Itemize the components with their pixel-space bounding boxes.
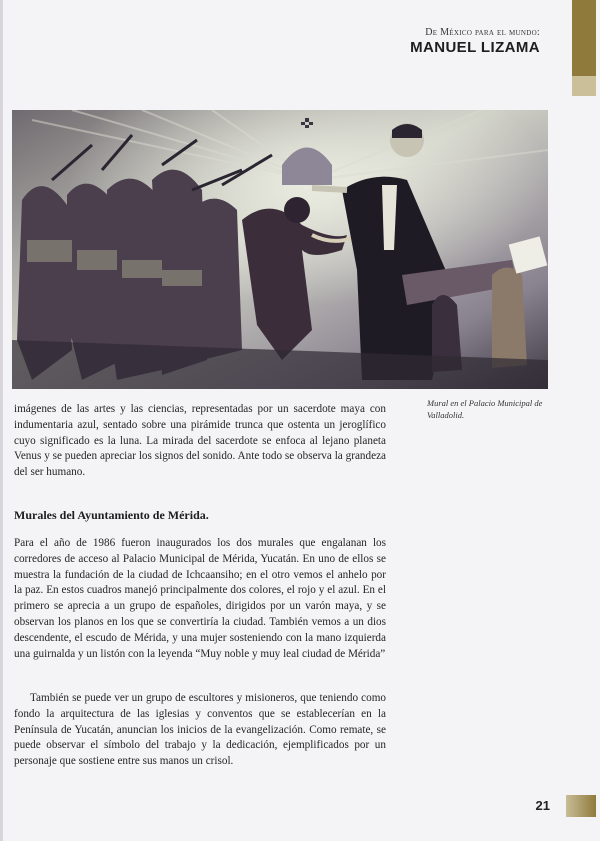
paragraph-continuation: imágenes de las artes y las ciencias, representadas por un sacerdote maya con indumentaria azul, sentado sobre una pirámide trunca que ostenta un jeroglífico cuyo significado es la luna. La mirada del sacerdote se enfoca al lejano planeta Venus y se pueden apreciar los signos del sonido. Ante todo se observa la grandeza del ser humano. [14, 403, 386, 479]
section-heading: Murales del Ayuntamiento de Mérida. [14, 508, 209, 522]
mural-image [12, 110, 548, 389]
accent-tab-top-light [572, 76, 596, 96]
running-header [410, 27, 540, 56]
accent-tab-top [572, 0, 596, 76]
page-number: 21 [535, 798, 550, 813]
series-title: De México para el mundo: [425, 27, 540, 38]
accent-tab-bottom [566, 795, 596, 817]
paragraph-merida-2: También se puede ver un grupo de escultores y misioneros, que teniendo como fondo la arquitectura de las iglesias y conventos que se establecerían en la Península de Yucatán, anuncian los inicios de la evangelización. Como remate, se puede observar el símbolo del trabajo y la dedicación, ejemplificados por un personaje que sostiene entre sus manos un crisol. [14, 692, 386, 768]
author-name: MANUEL LIZAMA [410, 39, 540, 56]
page-edge [0, 0, 3, 841]
figure-caption: Mural en el Palacio Municipal de Valladolid. [427, 398, 543, 420]
paragraph-merida-1: Para el año de 1986 fueron inaugurados los dos murales que engalanan los corredores de acceso al Palacio Municipal de Mérida, Yucatán. En uno de ellos se muestra la fundación de la ciudad de Ichcaansiho; en el otro vemos el anhelo por la paz. En estos cuadros manejó principalmente dos colores, el rojo y el azul. En el primero se aprecia a un grupo de españoles, dirigidos por un varón maya, y se observan los planos en los que se convertiría la ciudad. También vemos a un dios descendente, el escudo de Mérida, y una mujer sosteniendo con la mano izquierda una guirnalda y un listón con la leyenda “Muy noble y muy leal ciudad de Mérida” [14, 537, 386, 660]
